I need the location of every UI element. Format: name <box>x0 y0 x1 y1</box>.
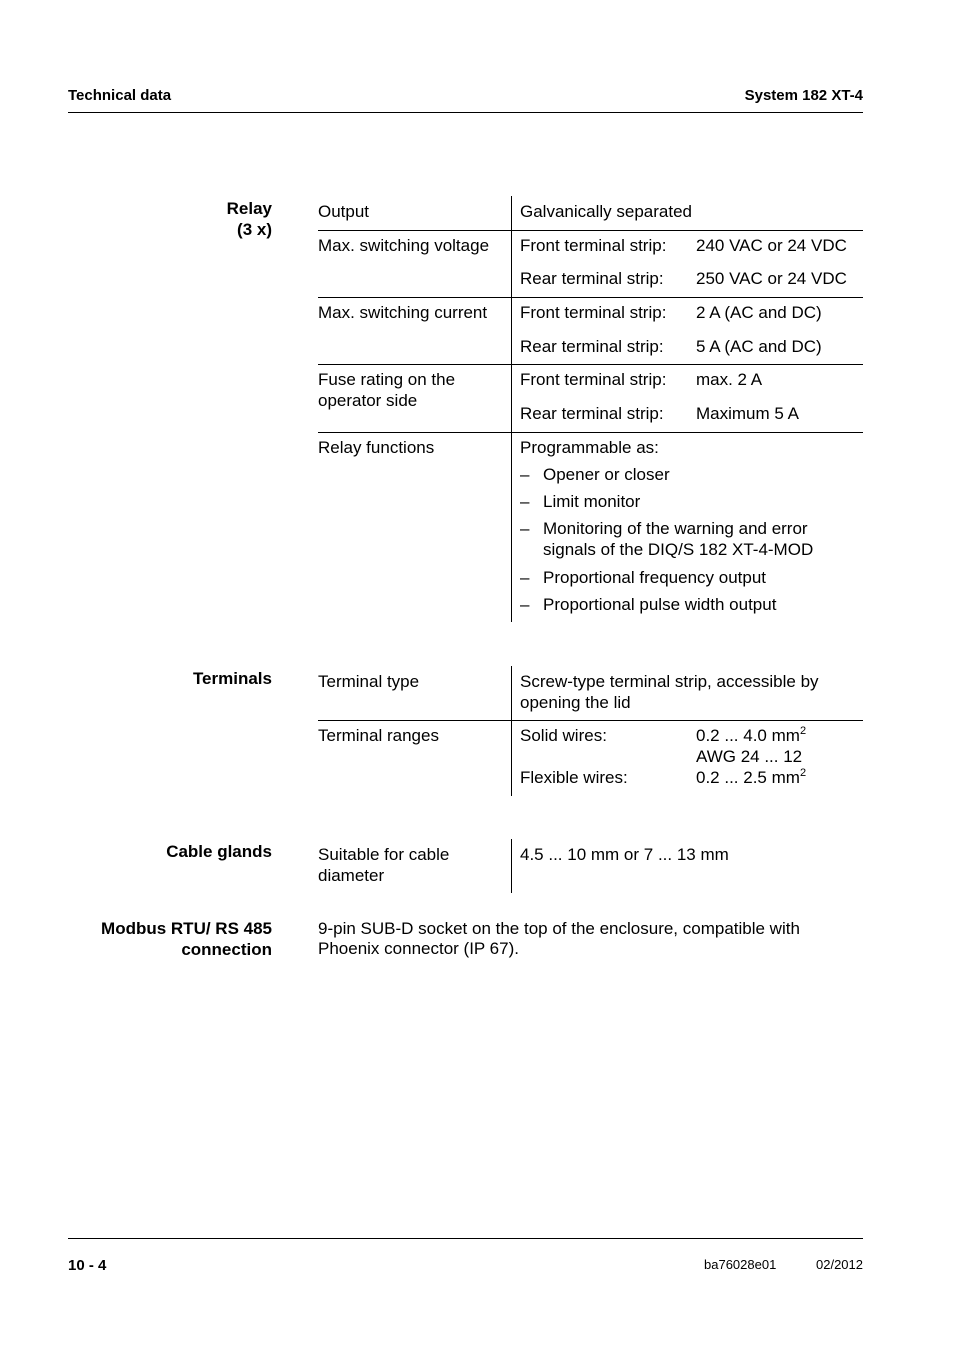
current-rear-value: 5 A (AC and DC) <box>696 337 822 356</box>
voltage-front-value: 240 VAC or 24 VDC <box>696 236 847 255</box>
header-left: Technical data <box>68 87 172 104</box>
list-item-continued: signals of the DIQ/S 182 XT-4-MOD <box>543 540 814 559</box>
terminal-ranges-label: Terminal ranges <box>318 726 439 745</box>
solid-wires-label: Solid wires: <box>520 726 607 745</box>
relay-title: Relay (3 x) <box>226 199 272 239</box>
list-bullet: – <box>520 492 530 511</box>
flexible-wires-label: Flexible wires: <box>520 768 628 787</box>
terminal-type-label: Terminal type <box>318 672 420 691</box>
list-item: Proportional pulse width output <box>543 595 777 614</box>
relay-table-divider <box>511 196 512 622</box>
modbus-text-line2: Phoenix connector (IP 67). <box>318 939 519 958</box>
terminal-type-value-line1: Screw-type terminal strip, accessible by <box>520 672 819 691</box>
fuse-front-label: Front terminal strip: <box>520 370 667 389</box>
row-rule <box>318 297 863 298</box>
list-item: Monitoring of the warning and error <box>543 519 808 538</box>
cable-diameter-label-line2: diameter <box>318 866 385 885</box>
cable-diameter-value: 4.5 ... 10 mm or 7 ... 13 mm <box>520 845 729 864</box>
row-rule <box>318 364 863 365</box>
current-label: Max. switching current <box>318 303 488 322</box>
squared-superscript: 2 <box>799 725 807 737</box>
header-right: System 182 XT-4 <box>744 87 863 104</box>
list-bullet: – <box>520 568 530 587</box>
list-bullet: – <box>520 595 530 614</box>
voltage-label: Max. switching voltage <box>318 236 490 255</box>
footer-rule <box>68 1238 863 1239</box>
voltage-front-label: Front terminal strip: <box>520 236 667 255</box>
output-value: Galvanically separated <box>520 202 692 221</box>
row-rule <box>318 230 863 231</box>
fuse-label-line1: Fuse rating on the <box>318 370 456 389</box>
modbus-text-line1: 9-pin SUB-D socket on the top of the enclosure, compatible with <box>318 919 800 938</box>
current-front-label: Front terminal strip: <box>520 303 667 322</box>
cable-diameter-label-line1: Suitable for cable <box>318 845 450 864</box>
fuse-label-line2: operator side <box>318 391 418 410</box>
row-rule <box>318 720 863 721</box>
squared-superscript: 2 <box>799 767 807 779</box>
voltage-rear-value: 250 VAC or 24 VDC <box>696 269 847 288</box>
header-rule <box>68 112 863 113</box>
fuse-front-value: max. 2 A <box>696 370 763 389</box>
doc-date: 02/2012 <box>816 1257 863 1272</box>
terminals-title: Terminals <box>192 669 272 688</box>
fuse-rear-label: Rear terminal strip: <box>520 404 664 423</box>
current-rear-label: Rear terminal strip: <box>520 337 664 356</box>
functions-intro: Programmable as: <box>520 438 659 457</box>
solid-wires-value: 0.2 ... 4.0 $mm^2$ <box>696 725 807 745</box>
modbus-title: Modbus RTU/ RS 485 connection <box>101 919 272 959</box>
cable-glands-divider <box>511 839 512 893</box>
functions-label: Relay functions <box>318 438 435 457</box>
doc-id: ba76028e01 <box>704 1257 777 1272</box>
list-item: Opener or closer <box>543 465 670 484</box>
page-number: 10 - 4 <box>68 1257 107 1274</box>
voltage-rear-label: Rear terminal strip: <box>520 269 664 288</box>
row-rule <box>318 432 863 433</box>
solid-wires-awg: AWG 24 ... 12 <box>696 747 803 766</box>
flexible-wires-value: 0.2 ... 2.5 $mm^2$ <box>696 767 807 787</box>
list-bullet: – <box>520 465 530 484</box>
list-item: Proportional frequency output <box>543 568 767 587</box>
fuse-rear-value: Maximum 5 A <box>696 404 799 423</box>
list-bullet: – <box>520 519 530 538</box>
terminals-table-divider <box>511 666 512 796</box>
current-front-value: 2 A (AC and DC) <box>696 303 822 322</box>
output-label: Output <box>318 202 370 221</box>
terminal-type-value-line2: opening the lid <box>520 693 631 712</box>
cable-glands-title: Cable glands <box>166 842 272 861</box>
list-item: Limit monitor <box>543 492 641 511</box>
